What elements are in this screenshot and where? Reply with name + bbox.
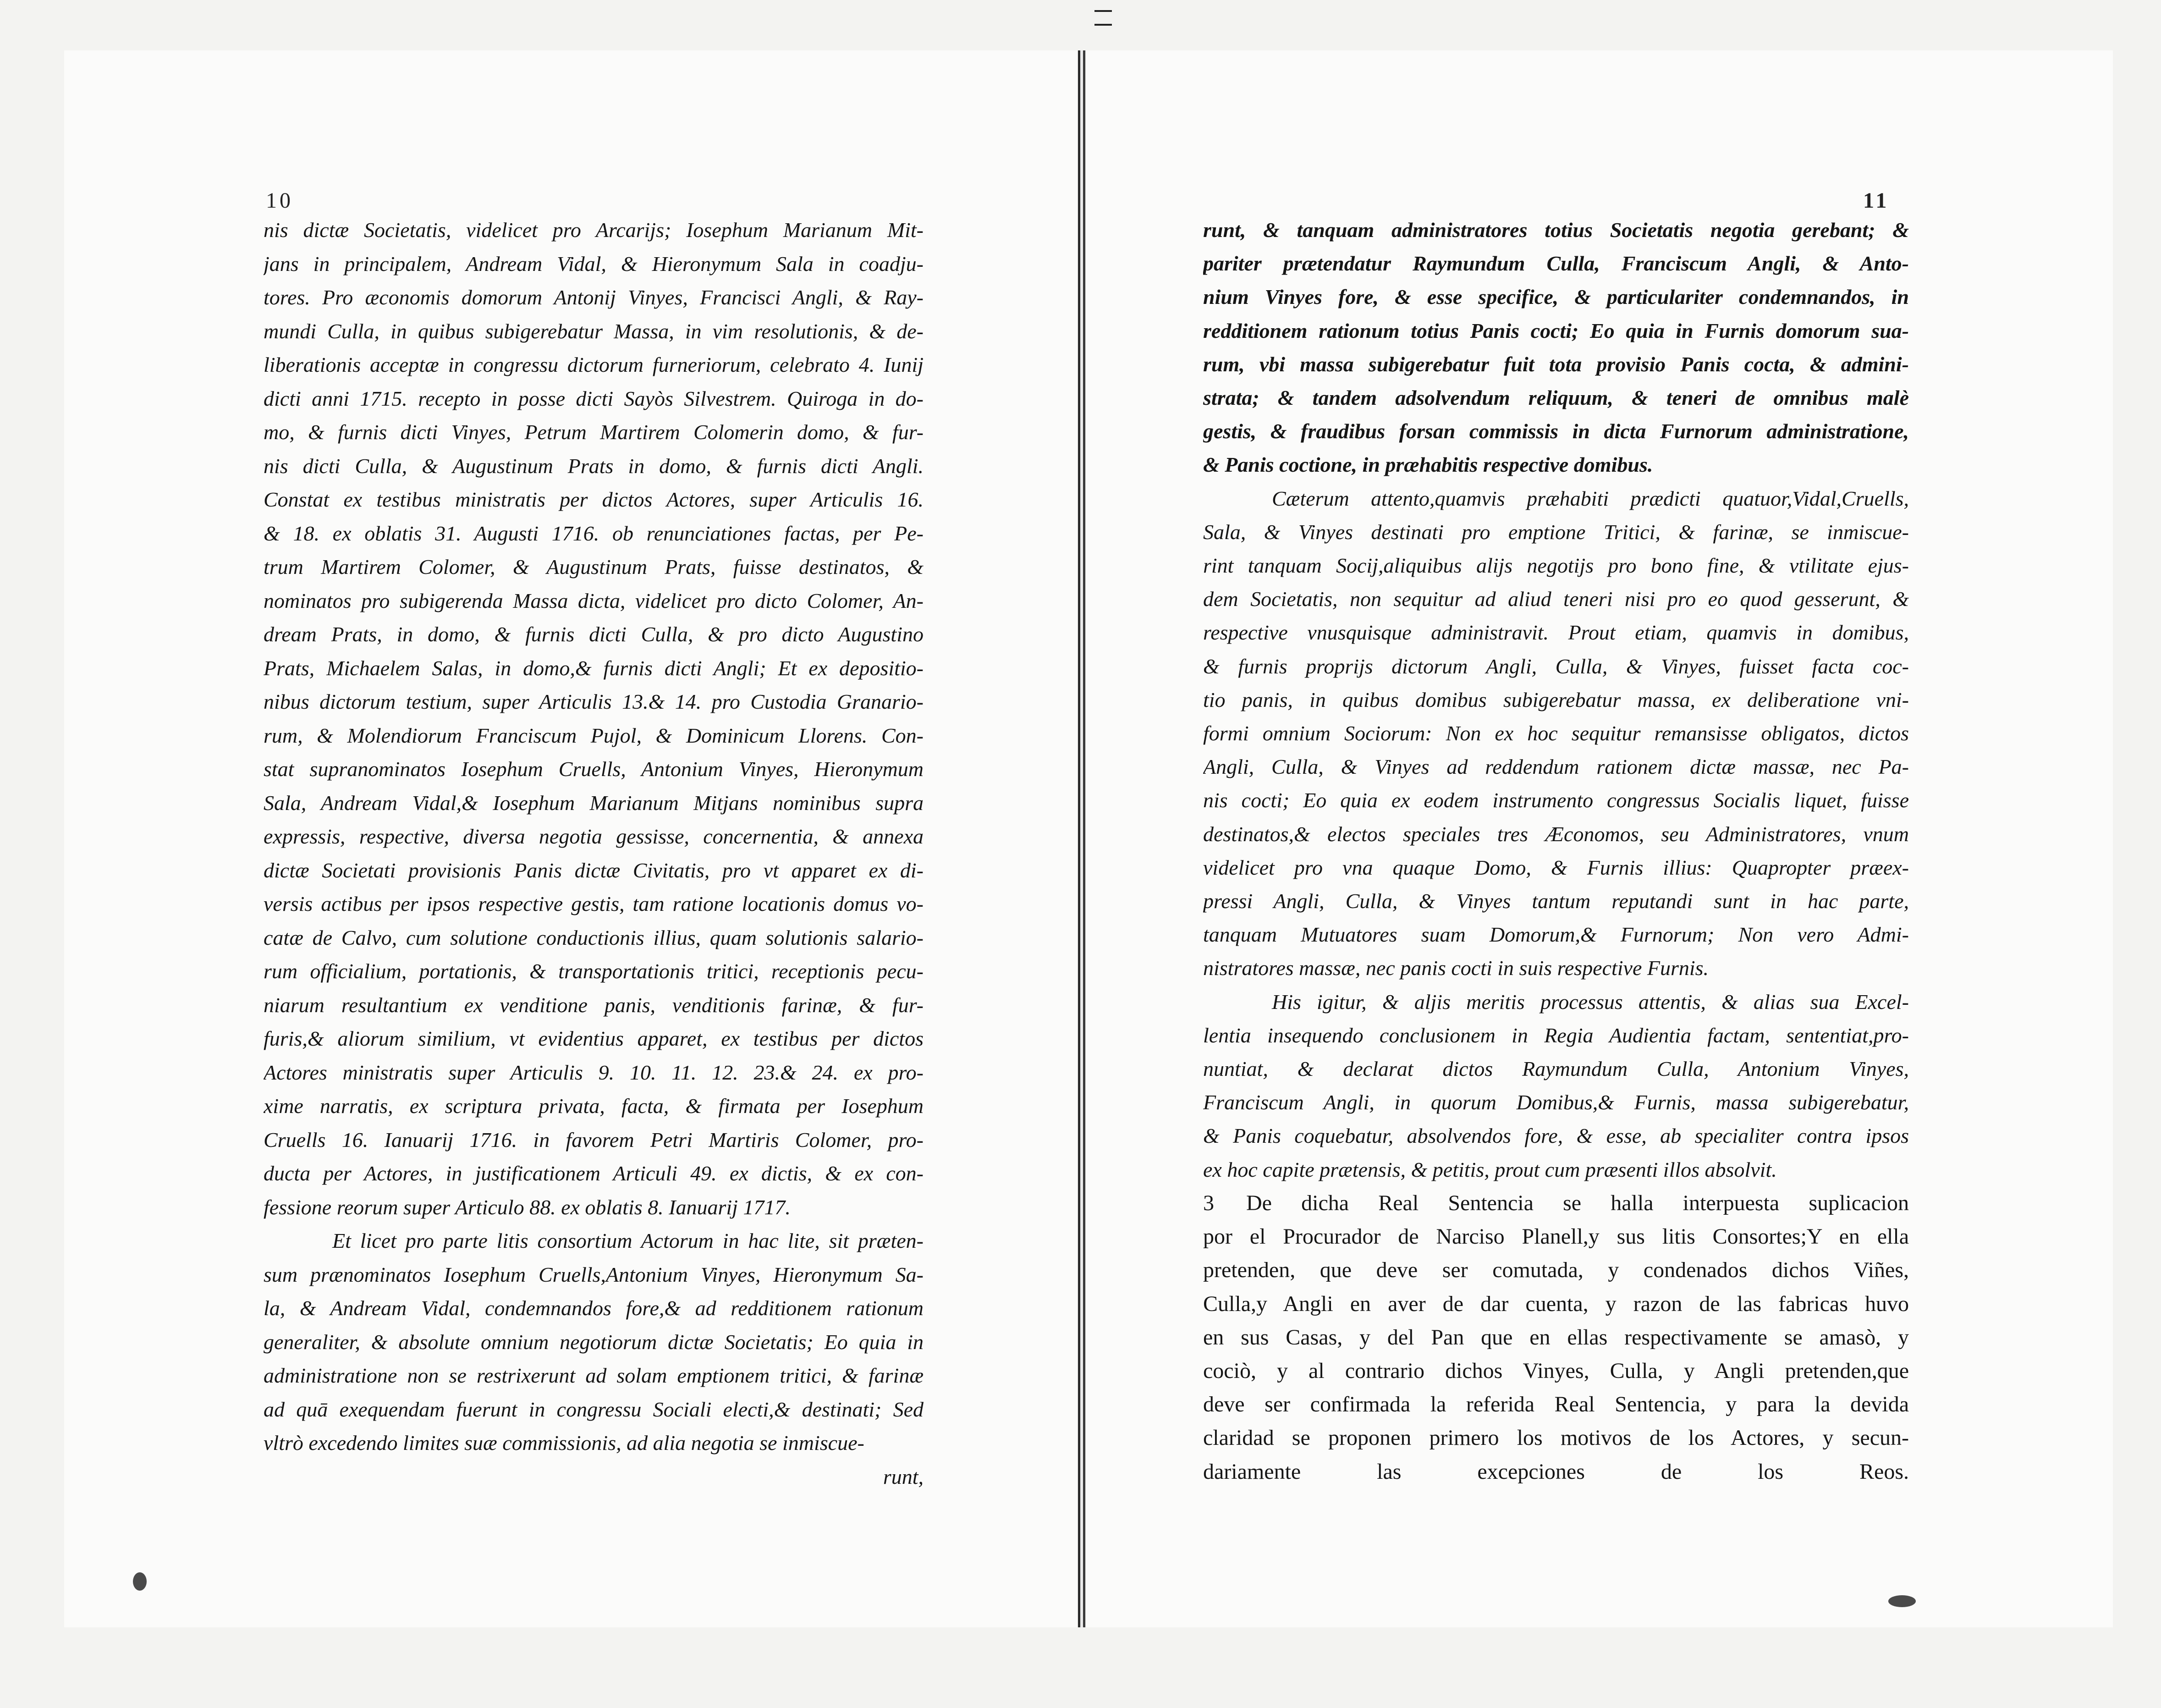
text-line: catæ de Calvo, cum solutione conductionis illius, quam solutionis salario- <box>264 926 924 949</box>
right-paragraph-4-spanish <box>1203 1186 1909 1488</box>
text-line: nis dictæ Societatis, videlicet pro Arcarijs; Iosephum Marianum Mit- <box>264 218 924 242</box>
text-line: ex hoc capite prætensis, & petitis, prout cum præsenti illos absolvit. <box>1203 1157 1777 1181</box>
text-line: mo, & furnis dicti Vinyes, Petrum Martirem Colomerin domo, & fur- <box>264 420 924 444</box>
text-line: destinatos,& electos speciales tres Æconomos, seu Administratores, vnum <box>1203 822 1909 846</box>
left-paragraph-1 <box>264 213 924 1224</box>
text-line: formi omnium Sociorum: Non ex hoc sequitur remansisse obligatos, dictos <box>1203 722 1909 745</box>
text-line: nium Vinyes fore, & esse specifice, & particulariter condemnandos, in <box>1203 285 1909 309</box>
text-line: en sus Casas, y del Pan que en ellas respectivamente se amasò, y <box>1203 1325 1909 1350</box>
text-line: tio panis, in quibus domibus subigerebatur massa, ex deliberatione vni- <box>1203 688 1909 711</box>
page-number-right: 11 <box>1863 188 1890 213</box>
text-line: expressis, respective, diversa negotia gessisse, concernentia, & annexa <box>264 825 924 848</box>
text-line: Culla,y Angli en aver de dar cuenta, y razon de las fabricas huvo <box>1203 1291 1909 1316</box>
text-line: rint tanquam Socij,aliquibus alijs negotijs pro bono fine, & vtilitate ejus- <box>1203 554 1909 578</box>
text-line: His igitur, & aljis meritis processus attentis, & alias sua Excel- <box>1272 990 1909 1014</box>
top-mark <box>1094 10 1112 12</box>
text-line: rum officialium, portationis, & transportationis tritici, receptionis pecu- <box>264 959 924 983</box>
text-line: pressi Angli, Culla, & Vinyes tantum reputandi sunt in hac parte, <box>1203 889 1909 913</box>
text-line: liberationis acceptæ in congressu dictorum furneriorum, celebrato 4. Iunij <box>264 353 924 376</box>
text-line: nis dicti Culla, & Augustinum Prats in domo, & furnis dicti Angli. <box>264 454 924 478</box>
text-line: redditionem rationum totius Panis cocti; Eo quia in Furnis domorum sua- <box>1203 319 1909 342</box>
text-line: claridad se proponen primero los motivos de los Actores, y secun- <box>1203 1426 1909 1450</box>
text-line: furis,& aliorum similium, vt evidentius apparet, ex testibus per dictos <box>264 1027 924 1050</box>
text-line: fessione reorum super Articulo 88. ex oblatis 8. Ianuarij 1717. <box>264 1195 791 1219</box>
scan-smudge <box>1888 1595 1916 1607</box>
text-line: Actores ministratis super Articulis 9. 10. 11. 12. 23.& 24. ex pro- <box>264 1060 924 1084</box>
text-line: generaliter, & absolute omnium negotiorum dictæ Societatis; Eo quia in <box>264 1330 924 1354</box>
text-line: sum prænominatos Iosephum Cruells,Antonium Vinyes, Hieronymum Sa- <box>264 1262 924 1286</box>
text-line: dariamente las excepciones de los Reos. <box>1203 1459 1909 1484</box>
scan-smudge <box>133 1572 147 1591</box>
left-text-column <box>264 213 924 1493</box>
text-line: dem Societatis, non sequitur ad aliud teneri nisi pro eo quod gesserunt, & <box>1203 587 1909 611</box>
text-line: tores. Pro æconomis domorum Antonij Vinyes, Francisci Angli, & Ray- <box>264 286 924 309</box>
text-line: vltrò excedendo limites suæ commissionis, ad alia negotia se inmiscue- <box>264 1431 864 1455</box>
text-line: mundi Culla, in quibus subigerebatur Massa, in vim resolutionis, & de- <box>264 319 924 343</box>
text-line: nis cocti; Eo quia ex eodem instrumento congressus Socialis liquet, fuisse <box>1203 788 1909 812</box>
text-line: strata; & tandem adsolvendum reliquum, & teneri de omnibus malè <box>1203 386 1909 410</box>
text-line: respective vnusquisque administravit. Prout etiam, quamvis in domibus, <box>1203 621 1909 645</box>
text-line: nibus dictorum testium, super Articulis 13.& 14. pro Custodia Granario- <box>264 690 924 713</box>
text-line: Angli, Culla, & Vinyes ad reddendum rationem dictæ massæ, nec Pa- <box>1203 755 1909 779</box>
text-line: gestis, & fraudibus forsan commissis in dicta Furnorum administratione, <box>1203 419 1909 443</box>
text-line: & 18. ex oblatis 31. Augusti 1716. ob renunciationes factas, per Pe- <box>264 521 924 545</box>
text-line: nistratores massæ, nec panis cocti in suis respective Furnis. <box>1203 956 1709 980</box>
text-line: rum, vbi massa subigerebatur fuit tota provisio Panis cocta, & admini- <box>1203 352 1909 376</box>
text-line: versis actibus per ipsos respective gestis, tam ratione locationis domus vo- <box>264 892 924 915</box>
text-line: la, & Andream Vidal, condemnandos fore,& ad redditionem rationum <box>264 1296 924 1320</box>
text-line: dicti anni 1715. recepto in posse dicti Sayòs Silvestrem. Quiroga in do- <box>264 386 924 410</box>
text-line: jans in principalem, Andream Vidal, & Hieronymum Sala in coadju- <box>264 252 924 275</box>
right-paragraph-2 <box>1203 482 1909 985</box>
text-line: nuntiat, & declarat dictos Raymundum Culla, Antonium Vinyes, <box>1203 1057 1909 1081</box>
text-line: Franciscum Angli, in quorum Domibus,& Furnis, massa subigerebatur, <box>1203 1091 1909 1114</box>
page-number-left: 10 <box>266 188 293 213</box>
text-line: ad quā exequendam fuerunt in congressu Sociali electi,& destinati; Sed <box>264 1397 924 1421</box>
text-line: Cruells 16. Ianuarij 1716. in favorem Petri Martiris Colomer, pro- <box>264 1128 924 1152</box>
text-line: & Panis coquebatur, absolvendos fore, & esse, ab specialiter contra ipsos <box>1203 1124 1909 1148</box>
text-line: cociò, y al contrario dichos Vinyes, Culla, y Angli pretenden,que <box>1203 1358 1909 1383</box>
top-mark <box>1094 24 1112 26</box>
text-line: pariter prætendatur Raymundum Culla, Franciscum Angli, & Anto- <box>1203 252 1909 275</box>
text-line: Constat ex testibus ministratis per dictos Actores, super Articulis 16. <box>264 488 924 511</box>
text-line: Cæterum attento,quamvis præhabiti prædicti quatuor,Vidal,Cruells, <box>1272 486 1909 510</box>
text-line: deve ser confirmada la referida Real Sentencia, y para la devida <box>1203 1392 1909 1417</box>
text-line: videlicet pro vna quaque Domo, & Furnis illius: Quapropter præex- <box>1203 855 1909 879</box>
left-paragraph-2 <box>264 1224 924 1460</box>
right-text-column <box>1203 213 1909 1488</box>
section-number: 3 <box>1203 1190 1214 1215</box>
text-line: pretenden, que deve ser comutada, y condenados dichos Viñes, <box>1203 1258 1909 1283</box>
right-paragraph-1 <box>1203 213 1909 482</box>
text-line: niarum resultantium ex venditione panis, venditionis farinæ, & fur- <box>264 993 924 1017</box>
text-line: xime narratis, ex scriptura privata, facta, & firmata per Iosephum <box>264 1094 924 1118</box>
text-line: & furnis proprijs dictorum Angli, Culla, & Vinyes, fuisset facta coc- <box>1203 654 1909 678</box>
text-line: & Panis coctione, in præhabitis respective domibus. <box>1203 453 1653 477</box>
text-line: Sala, & Vinyes destinati pro emptione Tritici, & farinæ, se inmiscue- <box>1203 520 1909 544</box>
text-line: Et licet pro parte litis consortium Actorum in hac lite, sit præten- <box>332 1229 924 1252</box>
text-line: Prats, Michaelem Salas, in domo,& furnis dicti Angli; Et ex depositio- <box>264 656 924 680</box>
right-paragraph-3 <box>1203 985 1909 1186</box>
text-line: Sala, Andream Vidal,& Iosephum Marianum Mitjans nominibus supra <box>264 791 924 815</box>
text-line: nominatos pro subigerenda Massa dicta, videlicet pro dicto Colomer, An- <box>264 589 924 612</box>
text-line: 3 De dicha Real Sentencia se halla interpuesta suplicacion <box>1203 1190 1909 1215</box>
text-line: por el Procurador de Narciso Planell,y sus litis Consortes;Y en ella <box>1203 1224 1909 1249</box>
text-line: rum, & Molendiorum Franciscum Pujol, & Dominicum Llorens. Con- <box>264 723 924 747</box>
text-line: administratione non se restrixerunt ad solam emptionem tritici, & farinæ <box>264 1364 924 1387</box>
text-line: ducta per Actores, in justificationem Articuli 49. ex dictis, & ex con- <box>264 1162 924 1185</box>
text-line: trum Martirem Colomer, & Augustinum Prats, fuisse destinatos, & <box>264 555 924 579</box>
catchword-left: runt, <box>883 1465 924 1488</box>
text-line: lentia insequendo conclusionem in Regia Audientia factam, sententiat,pro- <box>1203 1023 1909 1047</box>
text-line: dictæ Societati provisionis Panis dictæ Civitatis, pro vt apparet ex di- <box>264 858 924 882</box>
text-line: runt, & tanquam administratores totius Societatis negotia gerebant; & <box>1203 218 1909 242</box>
text-line: tanquam Mutuatores suam Domorum,& Furnorum; Non vero Admi- <box>1203 923 1909 947</box>
text-line: stat supranominatos Iosephum Cruells, Antonium Vinyes, Hieronymum <box>264 757 924 781</box>
text-line: dream Prats, in domo, & furnis dicti Culla, & pro dicto Augustino <box>264 623 924 646</box>
gutter <box>1078 50 1085 1627</box>
